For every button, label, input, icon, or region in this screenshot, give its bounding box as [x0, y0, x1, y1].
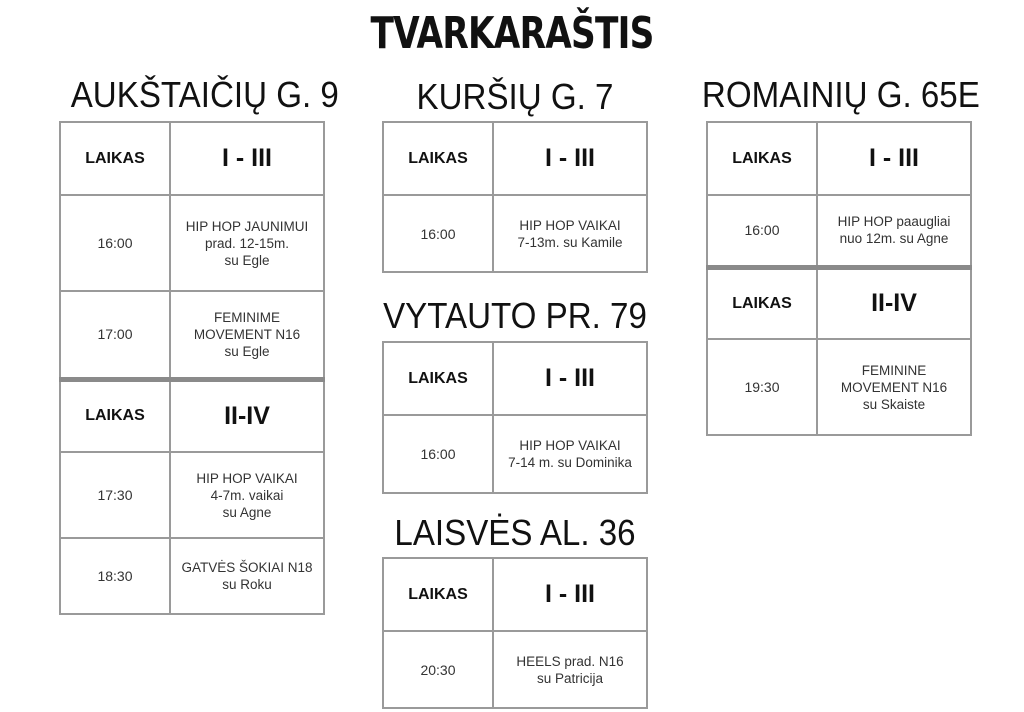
laikas-header: LAIKAS — [707, 267, 817, 339]
grade-header: I - III — [493, 122, 647, 195]
table-header-row — [60, 122, 324, 195]
time-cell: 16:00 — [383, 415, 493, 493]
class-cell: HIP HOP paaugliai nuo 12m. su Agne — [817, 195, 971, 267]
schedule-table-vytauto — [382, 341, 648, 494]
grade-header: I - III — [170, 122, 324, 195]
time-cell: 20:30 — [383, 631, 493, 708]
grade-header: I - III — [493, 342, 647, 415]
class-cell: FEMINIME MOVEMENT N16 su Egle — [170, 291, 324, 379]
laikas-header: LAIKAS — [60, 122, 170, 195]
location-title-romainiu: ROMAINIŲ G. 65E — [701, 74, 980, 115]
class-cell: HIP HOP VAIKAI 4-7m. vaikai su Agne — [170, 452, 324, 538]
table-row — [60, 291, 324, 379]
table-header-row — [707, 267, 971, 339]
schedule-table-romainiu — [706, 121, 972, 436]
class-cell: GATVĖS ŠOKIAI N18 su Roku — [170, 538, 324, 614]
grade-header: II-IV — [817, 267, 971, 339]
table-row — [60, 195, 324, 291]
table-header-row — [60, 379, 324, 452]
time-cell: 16:00 — [707, 195, 817, 267]
location-title-kursiu: KURŠIŲ G. 7 — [416, 76, 614, 117]
time-cell: 19:30 — [707, 339, 817, 435]
laikas-header: LAIKAS — [707, 122, 817, 195]
table-header-row — [383, 342, 647, 415]
class-cell: HEELS prad. N16 su Patricija — [493, 631, 647, 708]
grade-header: I - III — [493, 558, 647, 631]
location-title-laisves: LAISVĖS AL. 36 — [394, 512, 636, 553]
time-cell: 18:30 — [60, 538, 170, 614]
location-title-vytauto: VYTAUTO PR. 79 — [383, 295, 647, 336]
class-cell: HIP HOP JAUNIMUI prad. 12-15m. su Egle — [170, 195, 324, 291]
laikas-header: LAIKAS — [383, 558, 493, 631]
class-cell: HIP HOP VAIKAI 7-13m. su Kamile — [493, 195, 647, 272]
class-cell: HIP HOP VAIKAI 7-14 m. su Dominika — [493, 415, 647, 493]
schedule-table-laisves — [382, 557, 648, 709]
page-title: TVARKARAŠTIS — [370, 8, 654, 59]
time-cell: 16:00 — [60, 195, 170, 291]
time-cell: 17:30 — [60, 452, 170, 538]
table-header-row — [707, 122, 971, 195]
class-cell: FEMININE MOVEMENT N16 su Skaiste — [817, 339, 971, 435]
time-cell: 17:00 — [60, 291, 170, 379]
laikas-header: LAIKAS — [383, 342, 493, 415]
table-row — [60, 452, 324, 538]
table-header-row — [383, 558, 647, 631]
grade-header: I - III — [817, 122, 971, 195]
time-cell: 16:00 — [383, 195, 493, 272]
table-row — [707, 195, 971, 267]
schedule-table-kursiu — [382, 121, 648, 273]
table-row — [383, 415, 647, 493]
table-row — [60, 538, 324, 614]
laikas-header: LAIKAS — [383, 122, 493, 195]
table-row — [383, 195, 647, 272]
table-row — [707, 339, 971, 435]
grade-header: II-IV — [170, 379, 324, 452]
schedule-table-aukstaiciu — [59, 121, 325, 615]
location-title-aukstaiciu: AUKŠTAIČIŲ G. 9 — [70, 74, 339, 115]
table-row — [383, 631, 647, 708]
laikas-header: LAIKAS — [60, 379, 170, 452]
table-header-row — [383, 122, 647, 195]
